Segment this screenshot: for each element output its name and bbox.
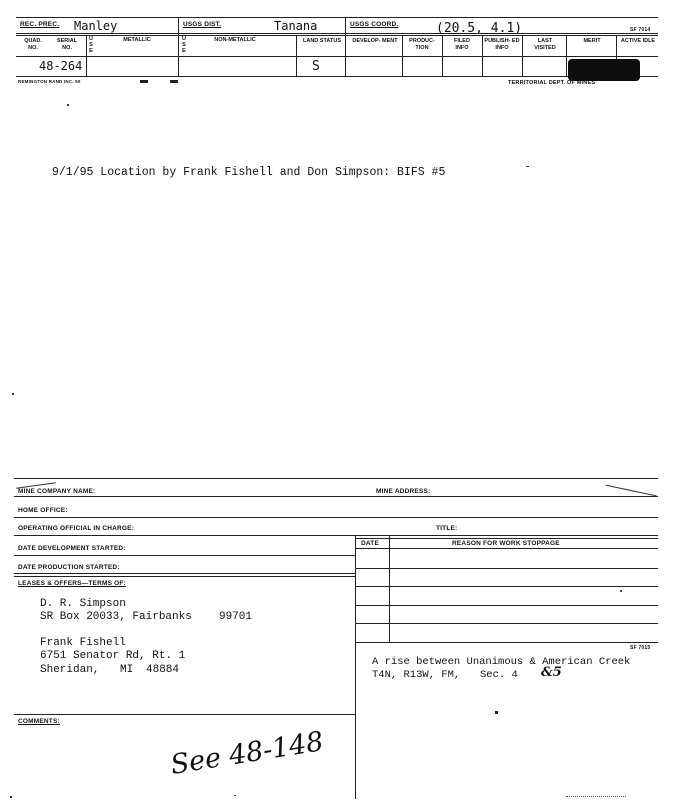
- leases-offers-label: LEASES & OFFERS—TERMS OF:: [18, 580, 126, 587]
- lease-2-name: Frank Fishell: [40, 637, 126, 649]
- speck: [67, 104, 69, 106]
- use-nonmetallic-marker: U S E: [182, 36, 186, 54]
- speck: [526, 166, 529, 167]
- territorial-dept-label: TERRITORIAL DEPT. OF MINES: [508, 80, 596, 86]
- lease-1-zip: 99701: [219, 611, 253, 623]
- metallic-header: METALLIC: [123, 37, 151, 43]
- form-number: SF 7014: [630, 27, 651, 33]
- development-header: DEVELOP- MENT: [352, 38, 398, 44]
- operating-official-label: OPERATING OFFICIAL IN CHARGE:: [18, 525, 135, 532]
- usgs-dist-value: Tanana: [274, 19, 318, 33]
- rec-prec-label: REC. PREC.: [20, 21, 60, 28]
- lease-2-zip: 48884: [146, 664, 180, 676]
- use-metallic-marker: U S E: [89, 36, 93, 54]
- reason-column-header: REASON FOR WORK STOPPAGE: [452, 540, 560, 547]
- date-production-started-label: DATE PRODUCTION STARTED:: [18, 564, 120, 571]
- date-development-started-label: DATE DEVELOPMENT STARTED:: [18, 545, 126, 552]
- lease-2-address: 6751 Senator Rd, Rt. 1: [40, 650, 186, 662]
- printer-line: REMINGTON RAND INC. 50: [18, 79, 81, 84]
- published-info-header: PUBLISH- ED INFO: [484, 38, 520, 51]
- active-idle-header: ACTIVE IDLE: [620, 38, 656, 44]
- printer-mark-2: [170, 80, 178, 83]
- lease-1-name: D. R. Simpson: [40, 598, 126, 610]
- quad-no-header: QUAD. NO.: [24, 38, 42, 51]
- home-office-label: HOME OFFICE:: [18, 507, 68, 514]
- filed-info-header: FILED INFO: [454, 38, 470, 51]
- speck: [566, 796, 626, 797]
- printer-mark-1: [140, 80, 148, 83]
- merit-header: MERIT: [583, 38, 601, 44]
- land-status-header: LAND STATUS: [303, 38, 341, 44]
- speck: [10, 796, 12, 798]
- production-header: PRODUC- TION: [409, 38, 435, 51]
- serial-no-header: SERIAL NO.: [56, 38, 78, 51]
- usgs-dist-label: USGS DIST.: [183, 21, 222, 28]
- pen-stroke: [605, 485, 656, 497]
- mine-company-name-label: MINE COMPANY NAME:: [18, 488, 96, 495]
- land-status-value: S: [312, 59, 320, 74]
- speck: [234, 795, 236, 796]
- quad-serial-value: 48-264: [39, 59, 83, 73]
- mine-address-label: MINE ADDRESS:: [376, 488, 431, 495]
- speck: [12, 393, 14, 395]
- title-label: TITLE:: [436, 525, 458, 532]
- back-form-number: SF 7015: [630, 645, 651, 651]
- last-visited-header: LAST VISITED: [534, 38, 556, 51]
- lease-1-address: SR Box 20033, Fairbanks: [40, 611, 192, 623]
- usgs-coord-value: (20.5, 4.1): [436, 21, 523, 36]
- location-line-2-township: T4N, R13W, FM,: [372, 669, 461, 681]
- rec-prec-value: Manley: [74, 19, 118, 33]
- speck: [495, 711, 498, 714]
- location-line-2-handwritten: &5: [541, 665, 562, 680]
- location-line-2-section: Sec. 4: [480, 669, 518, 681]
- lease-2-city: Sheridan,: [40, 664, 100, 676]
- usgs-coord-label: USGS COORD.: [350, 21, 399, 28]
- location-note: 9/1/95 Location by Frank Fishell and Don Simpson: BIFS #5: [52, 166, 446, 179]
- comments-label: COMMENTS:: [18, 718, 60, 725]
- handwritten-cross-reference: See 48-148: [168, 726, 326, 781]
- speck: [620, 590, 622, 592]
- non-metallic-header: NON-METALLIC: [214, 37, 256, 43]
- date-column-header: DATE: [361, 540, 380, 547]
- lease-2-state: MI: [120, 664, 134, 676]
- location-line-1: A rise between Unanimous & American Creek: [372, 656, 631, 668]
- redaction-block: [568, 59, 640, 81]
